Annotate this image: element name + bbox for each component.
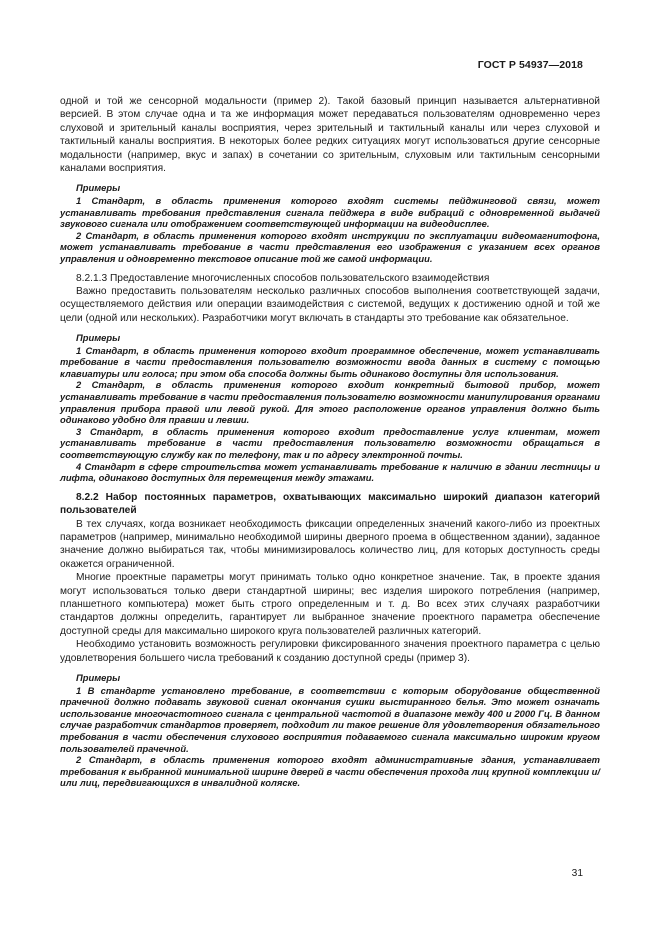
- example-item: 2 Стандарт, в область применения которого входят инструкции по эксплуатации видеомагнитофона, может устанавливать требование в части представления его изображения с указанием всех органов управления и одновременно текстовое описание той же самой информации.: [60, 229, 600, 264]
- examples-title: Примеры: [76, 182, 121, 194]
- section-heading: 8.2.2 Набор постоянных параметров, охватывающих максимально широкий диапазон категорий пользователей: [60, 491, 600, 517]
- paragraph: одной и той же сенсорной модальности (пример 2). Такой базовый принцип называется альтернативной версией. В этом случае одна и та же информация может передаваться пользователям одновременно через слуховой и зрительный каналы восприятия, через зрительный и тактильный каналы или через слуховой и тактильный каналы восприятия. В некоторых более редких ситуациях могут использоваться другие сенсорные модальности (например, вкус и запах) в сочетании со зрительным, слуховым или тактильным сенсорными каналами восприятия.: [60, 96, 600, 175]
- document-body: [60, 95, 600, 789]
- example-item: 1 В стандарте установлено требование, в соответствии с которым оборудование общественной прачечной должно подавать звуковой сигнал окончания сушки выстиранного белья. Это может означать использование многочастотного сигнала с центральной частотой в диапазоне между 400 и 2000 Гц. В данном случае разработчик стандартов проверяет, подходит ли такое решение для удовлетворения обязательного требования в части обеспечения слухового восприятия подаваемого сигнала максимально широким кругом пользователей прачечной.: [60, 684, 600, 754]
- example-item: 2 Стандарт, в область применения которого входят административные здания, устанавливает требования к выбранной минимальной ширине дверей в части обеспечения прохода лиц крупной комплекции и/или лиц, передвигающихся в инвалидной коляске.: [60, 754, 600, 789]
- example-item: 2 Стандарт, в область применения которого входит конкретный бытовой прибор, может устанавливать требование в части предоставления пользователю возможности манипулирования органами управления прибора правой или левой рукой. Для этого расположение органов управления должно быть одинаково удобно для правши и левши.: [60, 379, 600, 426]
- example-item: 4 Стандарт в сфере строительства может устанавливать требование к наличию в здании лестницы и лифта, одинаково доступных для перемещения между этажами.: [60, 460, 600, 484]
- paragraph: Необходимо установить возможность регулировки фиксированного значения проектного параметра с целью удовлетворения большего числа требований к созданию доступной среды (пример 3).: [60, 639, 600, 664]
- paragraph: В тех случаях, когда возникает необходимость фиксации определенных значений какого-либо из проектных параметров (например, минимально необходимой ширины дверного проема в общественном здании), заданное значение должно выбираться так, чтобы минимизировалось количество лиц, для которых доступность среды окажется ограниченной.: [60, 518, 600, 570]
- examples-title: Примеры: [76, 332, 121, 344]
- example-item: 1 Стандарт, в область применения которого входят системы пейджинговой связи, может устанавливать требования представления сигнала пейджера в виде вибраций с одновременной выдачей звукового сигнала или отображением соответствующей информации на видеодисплее.: [60, 194, 600, 230]
- section-heading: 8.2.1.3 Предоставление многочисленных способов пользовательского взаимодействия: [76, 272, 490, 284]
- document-code: ГОСТ Р 54937—2018: [477, 59, 583, 71]
- example-item: 1 Стандарт, в область применения которого входит программное обеспечение, может устанавливать требование в части предоставления пользователю возможности ввода данных в систему с помощью клавиатуры или голоса; при этом оба способа должны быть одинаково доступны для использования.: [60, 344, 600, 379]
- paragraph: Важно предоставить пользователям несколько различных способов выполнения соответствующей задачи, осуществляемого действия или операции взаимодействия с системой, ведущих к достижению одной и той же цели (одной или нескольких). Разработчики могут включать в стандарты это требование как обязательное.: [60, 285, 600, 324]
- page-number: 31: [571, 868, 583, 879]
- examples-title: Примеры: [76, 672, 121, 684]
- paragraph: Многие проектные параметры могут принимать только одно конкретное значение. Так, в проекте здания могут использоваться только двери стандартной ширины; вес изделия широкого потребления (например, планшетного компьютера) может быть строго определенным и т. д. Во всех этих случаях разработчики стандартов должны определить, гарантирует ли выбранное значение проектного параметра обеспечение доступной среды для максимально широкого круга пользователей различных категорий.: [60, 572, 600, 637]
- example-item: 3 Стандарт, в область применения которого входит предоставление услуг клиентам, может устанавливать требование в части предоставления пользователю возможности обращаться в соответствующую службу как по телефону, так и по адресу электронной почты.: [60, 425, 600, 460]
